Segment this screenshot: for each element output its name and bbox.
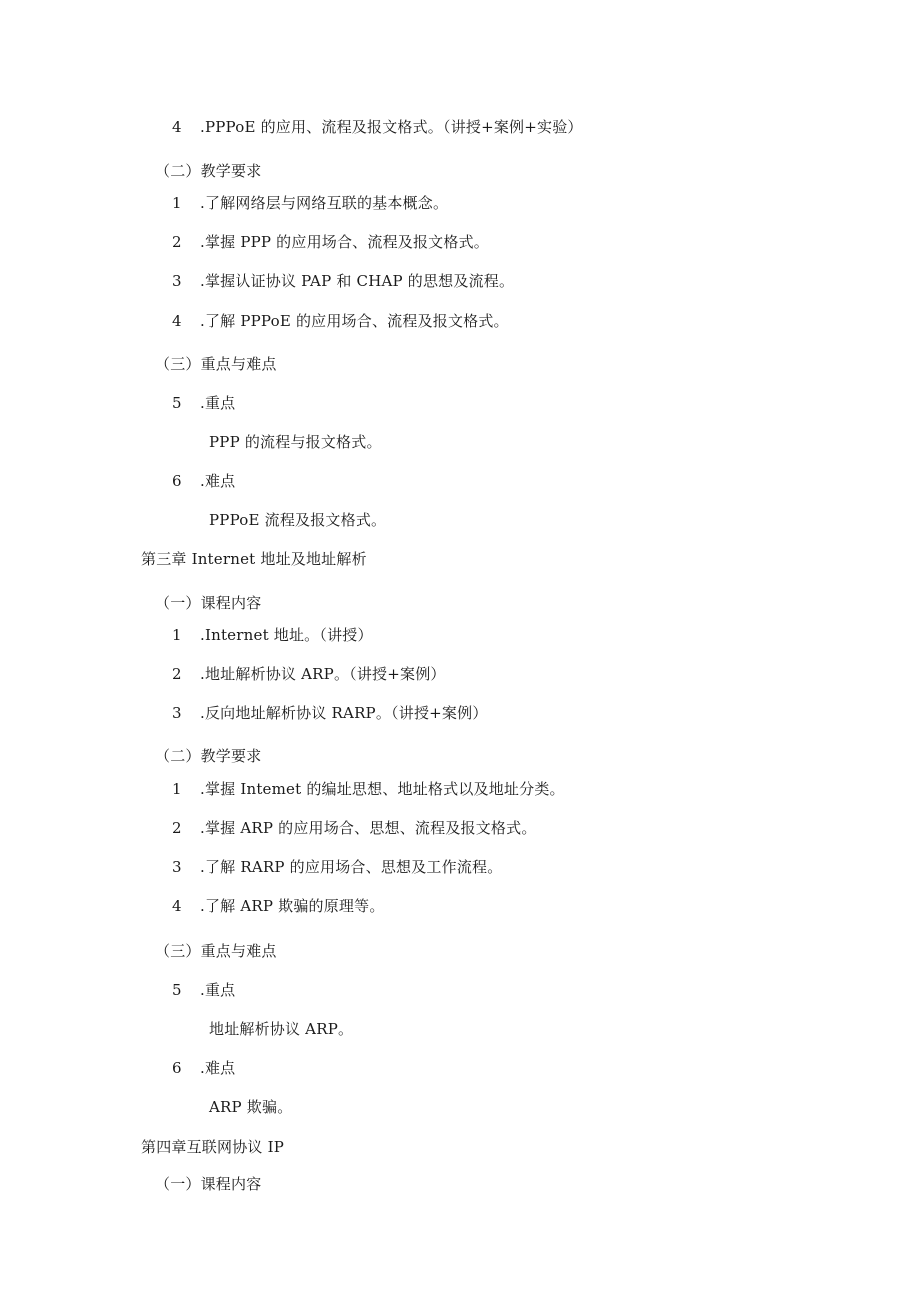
list-item: 1 .掌握 Intemet 的编址思想、地址格式以及地址分类。 xyxy=(172,780,565,798)
section-heading-key-points: （三）重点与难点 xyxy=(155,355,277,373)
list-item: 3 .反向地址解析协议 RARP。（讲授+案例） xyxy=(172,704,488,722)
key-point-label: 5 .重点 xyxy=(172,394,236,412)
list-item: 3 .了解 RARP 的应用场合、思想及工作流程。 xyxy=(172,858,503,876)
section-heading-content: （一）课程内容 xyxy=(155,594,262,612)
list-item: 2 .掌握 ARP 的应用场合、思想、流程及报文格式。 xyxy=(172,819,537,837)
section-heading-key-points: （三）重点与难点 xyxy=(155,942,277,960)
difficulty-text: ARP 欺骗。 xyxy=(209,1098,293,1116)
list-item: 2 .掌握 PPP 的应用场合、流程及报文格式。 xyxy=(172,233,489,251)
chapter-title: 第四章互联网协议 IP xyxy=(141,1138,284,1156)
list-item: 3 .掌握认证协议 PAP 和 CHAP 的思想及流程。 xyxy=(172,272,515,290)
key-point-text: 地址解析协议 ARP。 xyxy=(209,1020,354,1038)
list-item: 4 .了解 ARP 欺骗的原理等。 xyxy=(172,897,385,915)
key-point-label: 5 .重点 xyxy=(172,981,236,999)
key-point-text: PPP 的流程与报文格式。 xyxy=(209,433,382,451)
list-item: 4 .了解 PPPoE 的应用场合、流程及报文格式。 xyxy=(172,312,509,330)
list-item: 4 .PPPoE 的应用、流程及报文格式。（讲授+案例+实验） xyxy=(172,118,583,136)
difficulty-label: 6 .难点 xyxy=(172,472,236,490)
section-heading-requirements: （二）教学要求 xyxy=(155,747,262,765)
list-item: 1 .了解网络层与网络互联的基本概念。 xyxy=(172,194,449,212)
list-item: 1 .Internet 地址。（讲授） xyxy=(172,626,373,644)
list-item: 2 .地址解析协议 ARP。（讲授+案例） xyxy=(172,665,446,683)
section-heading-content: （一）课程内容 xyxy=(155,1175,262,1193)
chapter-title: 第三章 Internet 地址及地址解析 xyxy=(141,550,367,568)
difficulty-text: PPPoE 流程及报文格式。 xyxy=(209,511,387,529)
difficulty-label: 6 .难点 xyxy=(172,1059,236,1077)
section-heading-requirements: （二）教学要求 xyxy=(155,162,262,180)
